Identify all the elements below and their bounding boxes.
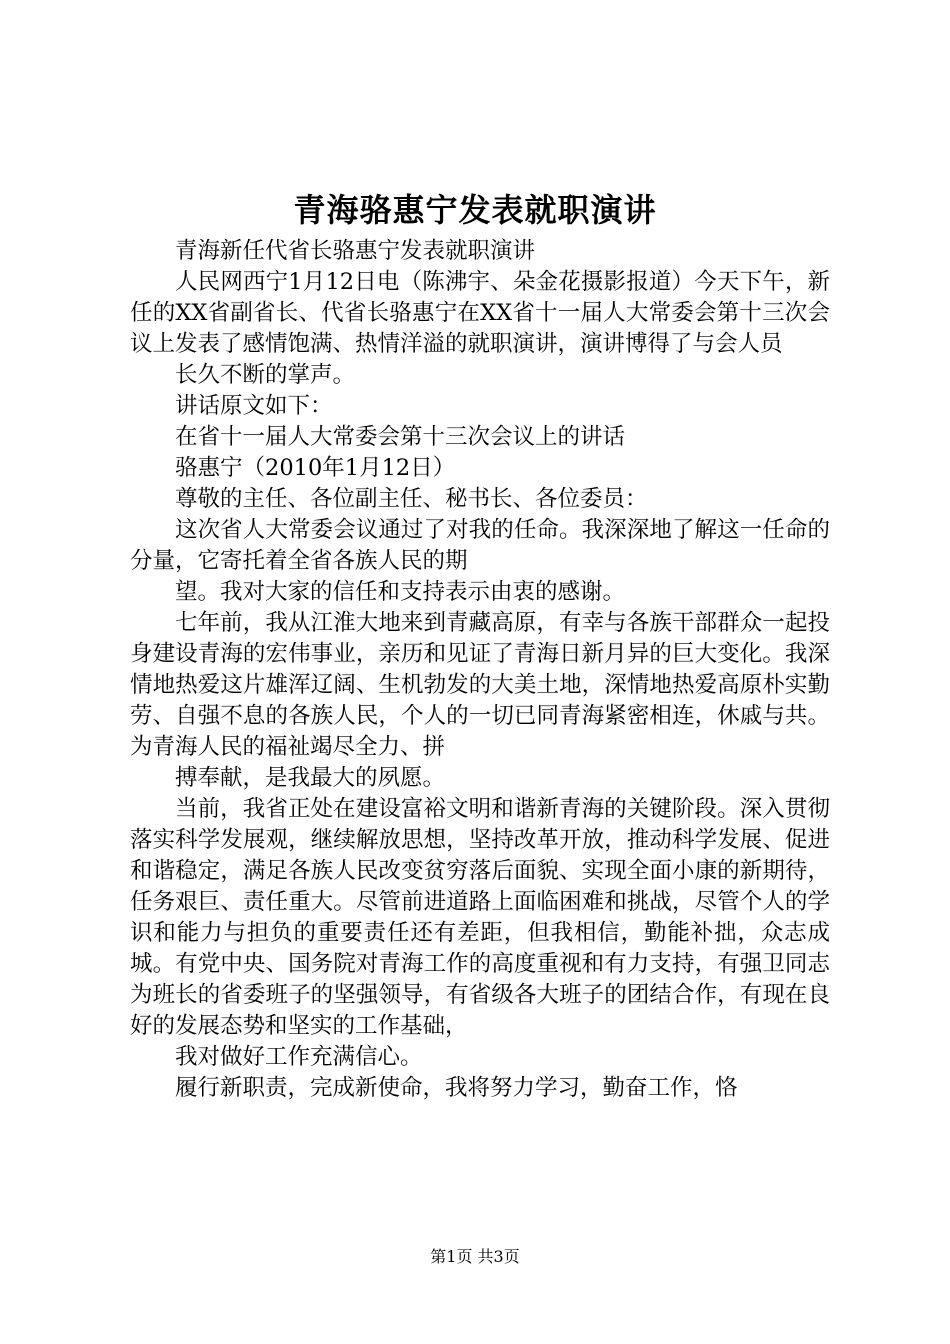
paragraph: 人民网西宁1月12日电（陈沸宇、朵金花摄影报道）今天下午，新任的XX省副省长、代省长骆惠宁在XX省十一届人大常委会第十三次会议上发表了感情饱满、热情洋溢的就职演讲，演讲博得了与会人员 <box>130 269 830 357</box>
paragraph: 当前，我省正处在建设富裕文明和谐新青海的关键阶段。深入贯彻落实科学发展观，继续解放思想，坚持改革开放，推动科学发展、促进和谐稳定，满足各族人民改变贫穷落后面貌、实现全面小康的新期待，任务艰巨、责任重大。尽管前进道路上面临困难和挑战，尽管个人的学识和能力与担负的重要责任还有差距，但我相信，勤能补拙，众志成城。有党中央、国务院对青海工作的高度重视和有力支持，有强卫同志为班长的省委班子的坚强领导，有省级各大班子的团结合作，有现在良好的发展态势和坚实的工作基础， <box>130 796 830 1039</box>
paragraph: 我对做好工作充满信心。 <box>175 1044 423 1070</box>
paragraph: 青海新任代省长骆惠宁发表就职演讲 <box>175 238 536 264</box>
paragraph: 七年前，我从江淮大地来到青藏高原，有幸与各族干部群众一起投身建设青海的宏伟事业，亲历和见证了青海日新月异的巨大变化。我深情地热爱这片雄浑辽阔、生机勃发的大美土地，深情地热爱高原朴实勤劳、自强不息的各族人民，个人的一切已同青海紧密相连，休戚与共。为青海人民的福祉竭尽全力、拼 <box>130 610 830 760</box>
paragraph: 搏奉献，是我最大的夙愿。 <box>175 765 446 791</box>
paragraph: 讲话原文如下： <box>175 393 333 419</box>
paragraph: 在省十一届人大常委会第十三次会议上的讲话 <box>175 424 626 450</box>
paragraph: 尊敬的主任、各位副主任、秘书长、各位委员： <box>175 486 648 512</box>
page-footer: 第1页 共3页 <box>430 1247 520 1266</box>
paragraph: 履行新职责，完成新使命，我将努力学习，勤奋工作，恪 <box>175 1075 738 1101</box>
paragraph: 骆惠宁（2010年1月12日） <box>175 455 456 481</box>
document-title: 青海骆惠宁发表就职演讲 <box>293 191 657 229</box>
paragraph: 长久不断的掌声。 <box>175 362 356 388</box>
document-body <box>130 236 830 1104</box>
paragraph: 这次省人大常委会议通过了对我的任命。我深深地了解这一任命的分量，它寄托着全省各族人民的期 <box>130 517 830 574</box>
paragraph: 望。我对大家的信任和支持表示由衷的感谢。 <box>175 579 626 605</box>
